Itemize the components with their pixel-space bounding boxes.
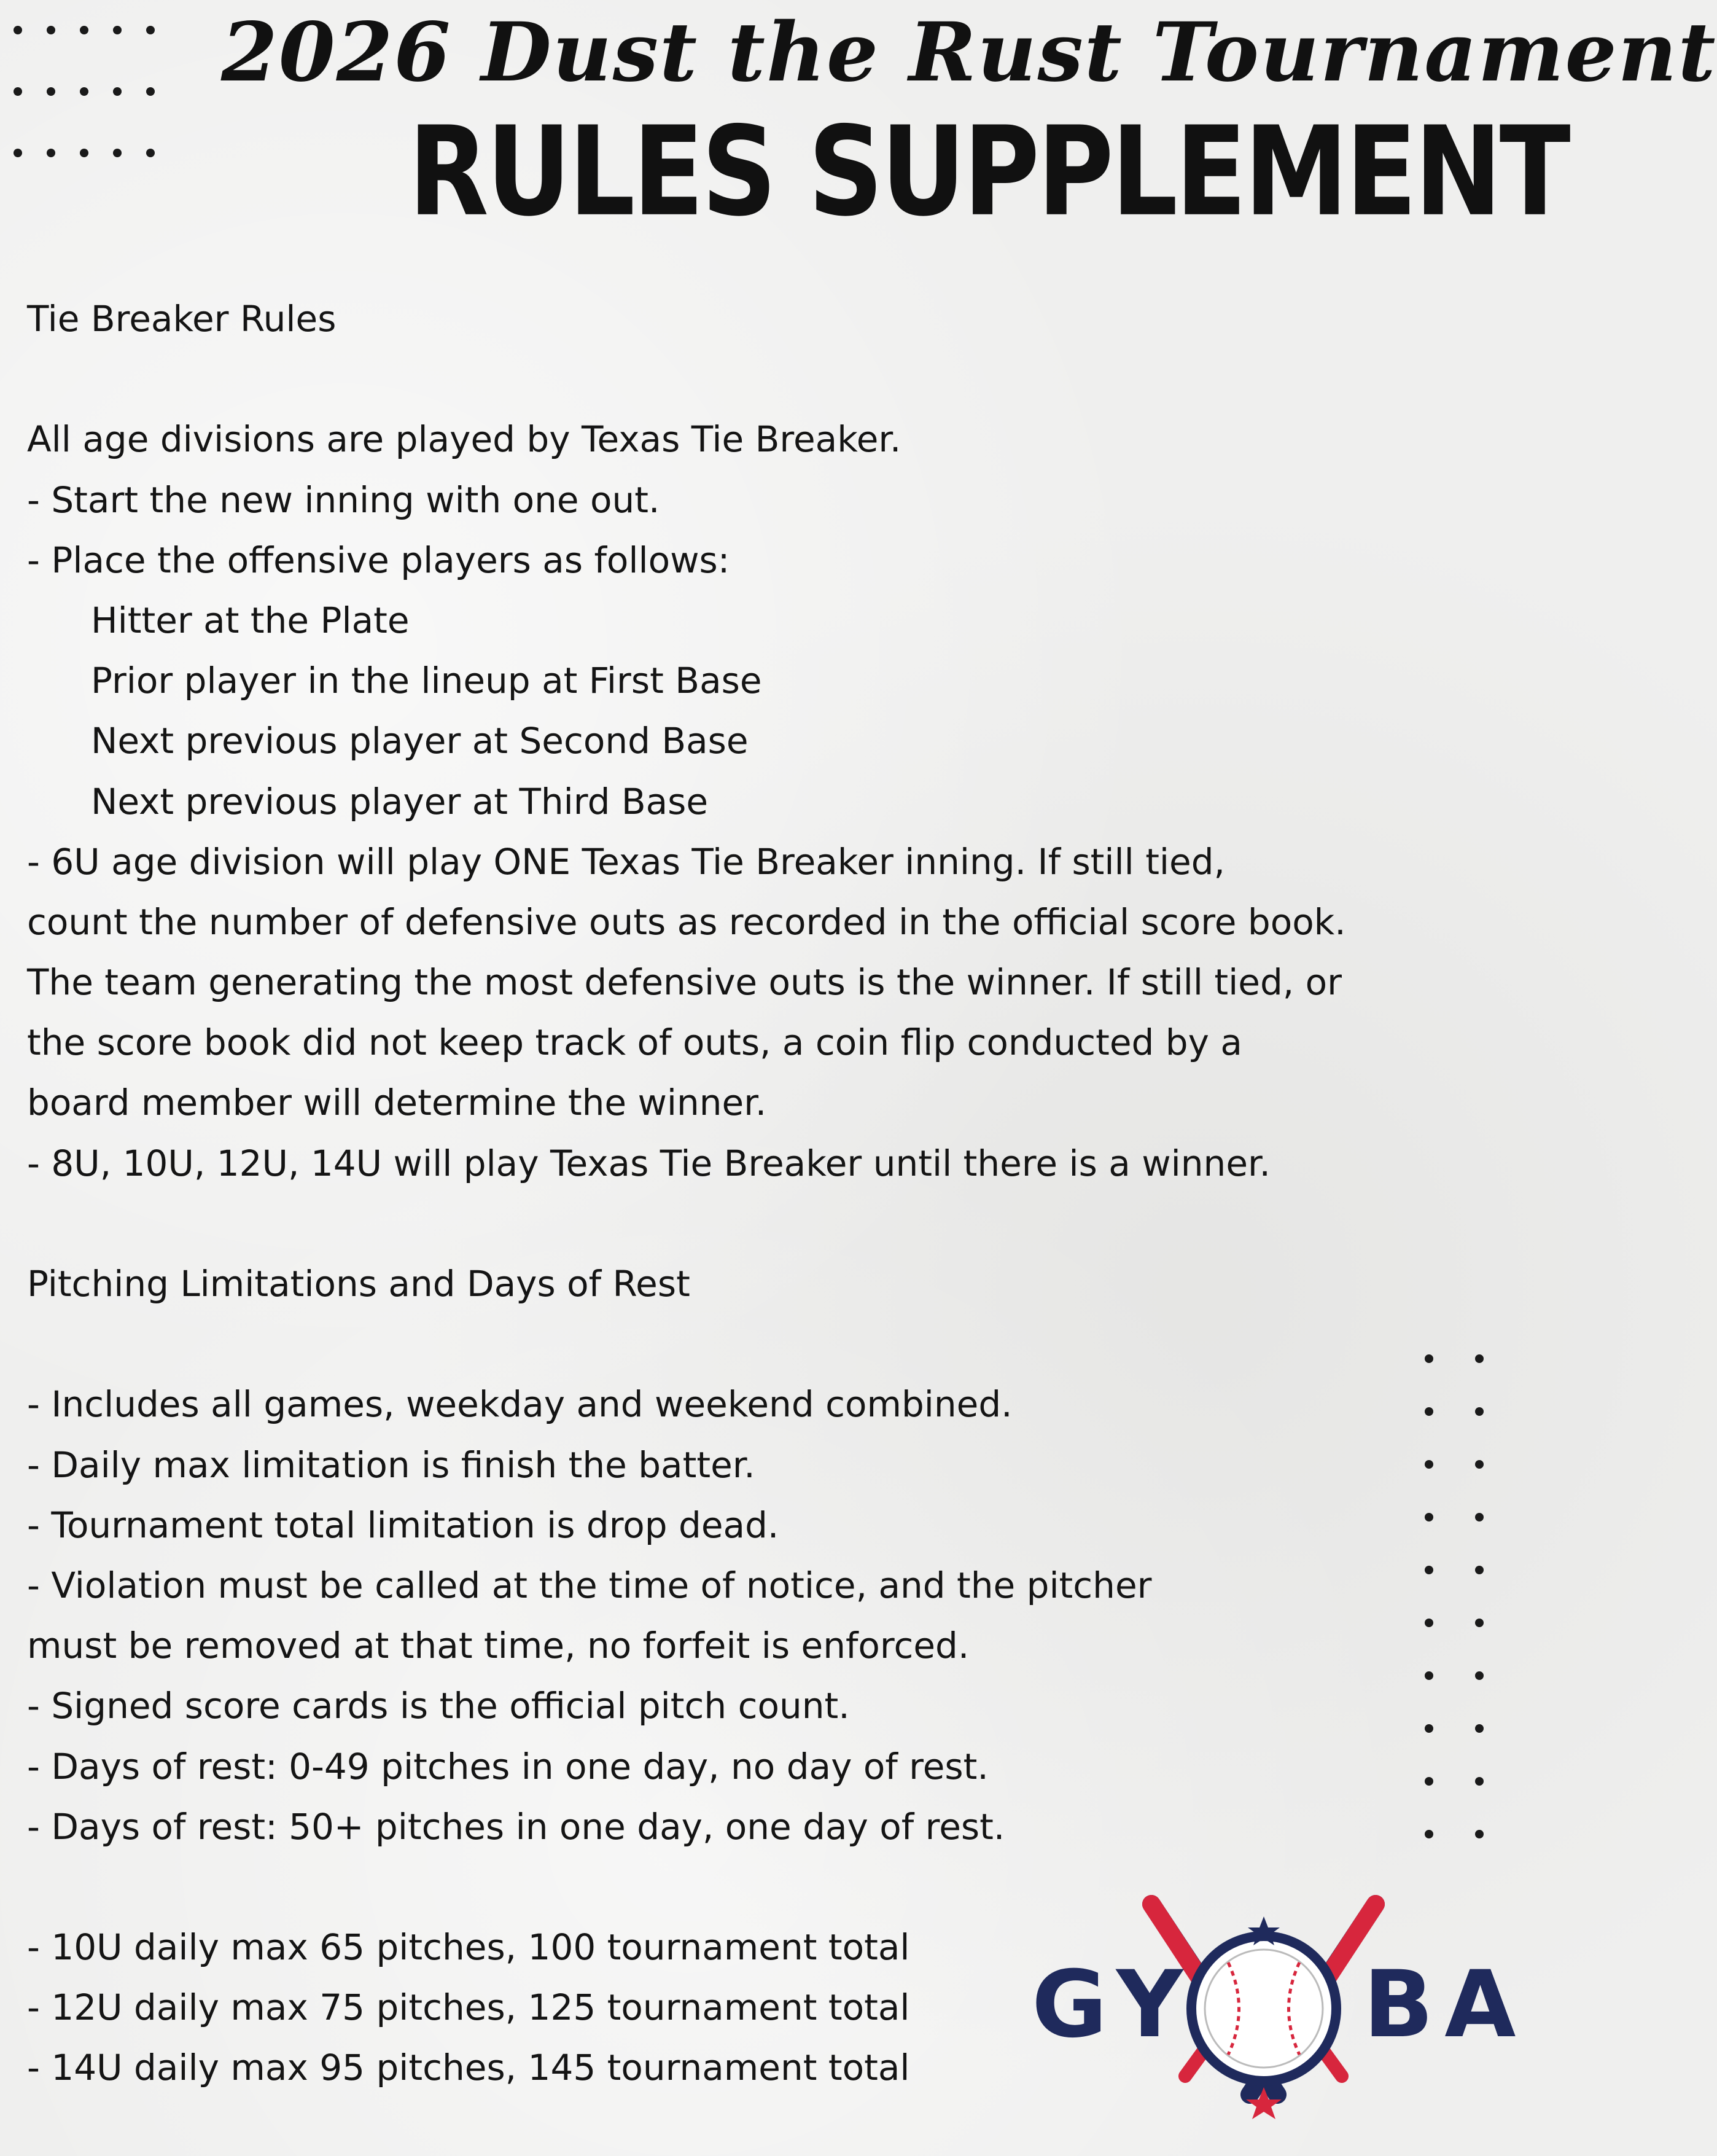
tie-breaker-heading: Tie Breaker Rules [27, 298, 337, 340]
placement-item: Hitter at the Plate [91, 599, 410, 641]
placement-item: Prior player in the lineup at First Base [91, 660, 762, 702]
rules-body [27, 289, 1513, 2098]
baseball-icon [1205, 1950, 1323, 2068]
rule-6u-line: - 6U age division will play ONE Texas Tie Breaker inning. If still tied, [27, 840, 1225, 883]
rule-older-divisions: - 8U, 10U, 12U, 14U will play Texas Tie Breaker until there is a winner. [27, 1142, 1271, 1184]
tournament-title: 2026 Dust the Rust Tournament [221, 5, 1717, 100]
pitching-rule: - Violation must be called at the time of notice, and the pitcher [27, 1564, 1152, 1606]
rule-6u-line: the score book did not keep track of outs, a coin flip conducted by a [27, 1021, 1242, 1064]
pitching-rule: - Daily max limitation is finish the batter. [27, 1443, 755, 1486]
rule-6u-line: board member will determine the winner. [27, 1082, 767, 1124]
pitch-limit: - 14U daily max 95 pitches, 145 tournament total [27, 2047, 910, 2089]
logo-letters-right: BA [1363, 1951, 1527, 2058]
pitching-rule: - Days of rest: 0-49 pitches in one day, no day of rest. [27, 1745, 989, 1787]
logo-letters-left: GY [1032, 1951, 1194, 2058]
page-title: RULES SUPPLEMENT [408, 100, 1568, 244]
pitching-rule: - Signed score cards is the official pitch count. [27, 1685, 850, 1727]
pitching-heading: Pitching Limitations and Days of Rest [27, 1263, 690, 1305]
gyba-logo [1032, 1892, 1527, 2125]
pitching-rule: - Includes all games, weekday and weekend combined. [27, 1383, 1013, 1426]
tie-breaker-intro: All age divisions are played by Texas Tie Breaker. [27, 418, 901, 461]
placement-item: Next previous player at Third Base [91, 780, 709, 822]
pitching-rule: - Days of rest: 50+ pitches in one day, one day of rest. [27, 1805, 1005, 1848]
pitching-rule: must be removed at that time, no forfeit is enforced. [27, 1625, 970, 1667]
placement-item: Next previous player at Second Base [91, 720, 749, 762]
pitching-rule: - Tournament total limitation is drop dead. [27, 1504, 779, 1546]
decorative-dots-top-left [14, 26, 155, 157]
rule-6u-line: The team generating the most defensive outs is the winner. If still tied, or [27, 961, 1342, 1004]
tie-breaker-rule: - Start the new inning with one out. [27, 478, 660, 521]
tie-breaker-rule: - Place the offensive players as follows: [27, 539, 730, 581]
pitch-limit: - 12U daily max 75 pitches, 125 tournament total [27, 1986, 910, 2029]
pitch-limit: - 10U daily max 65 pitches, 100 tournament total [27, 1926, 910, 1969]
rule-6u-line: count the number of defensive outs as recorded in the official score book. [27, 900, 1346, 943]
